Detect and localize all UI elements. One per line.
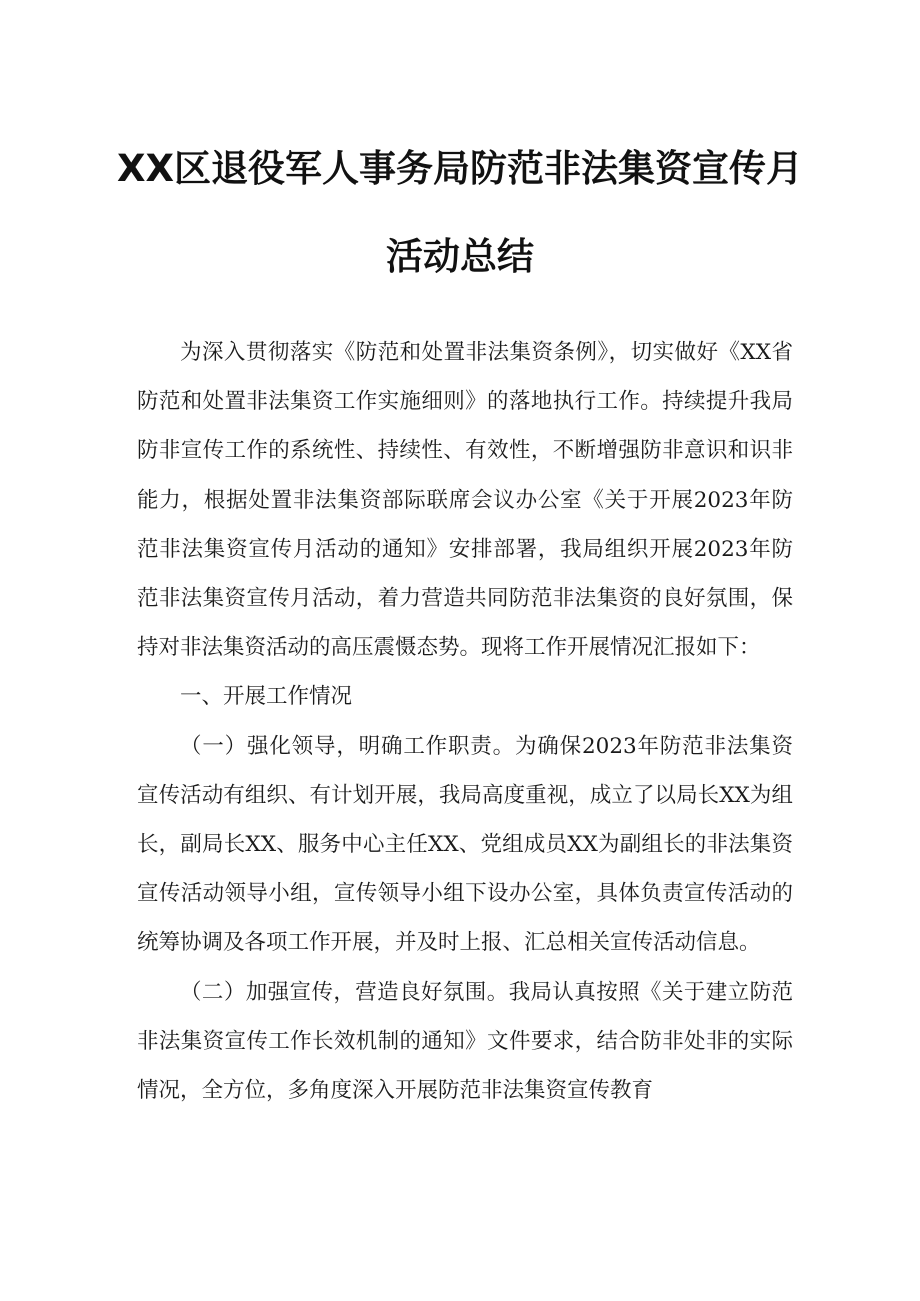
document-title-line-2: 活动总结: [386, 235, 534, 278]
section-heading: 一、开展工作情况: [180, 684, 353, 710]
intro-paragraph: 为深入贯彻落实《防范和处置非法集资条例》，切实做好《XX省防范和处置非法集资工作实施细则》的落地执行工作。持续提升我局防非宣传工作的系统性、持续性、有效性，不断增强防非意识和识非能力，根据处置非法集资部际联席会议办公室《关于开展2023年防范非法集资宣传月活动的通知》安排部署，我局组织开展2023年防范非法集资宣传月活动，着力营造共同防范非法集资的良好氛围，保持对非法集资活动的高压震慑态势。现将工作开展情况汇报如下：: [137, 340, 793, 661]
paragraph-publicity: （二）加强宣传，营造良好氛围。我局认真按照《关于建立防范非法集资宣传工作长效机制的通知》文件要求，结合防非处非的实际情况，全方位，多角度深入开展防范非法集资宣传教育: [137, 979, 793, 1104]
document-body: [137, 328, 793, 1115]
paragraph-leadership: （一）强化领导，明确工作职责。为确保2023年防范非法集资宣传活动有组织、有计划开展，我局高度重视，成立了以局长XX为组长，副局长XX、服务中心主任XX、党组成员XX为副组长的非法集资宣传活动领导小组，宣传领导小组下设办公室，具体负责宣传活动的统筹协调及各项工作开展，并及时上报、汇总相关宣传活动信息。: [137, 733, 793, 956]
document-title-line-1: XX区退役军人事务局防范非法集资宣传月: [116, 147, 804, 190]
